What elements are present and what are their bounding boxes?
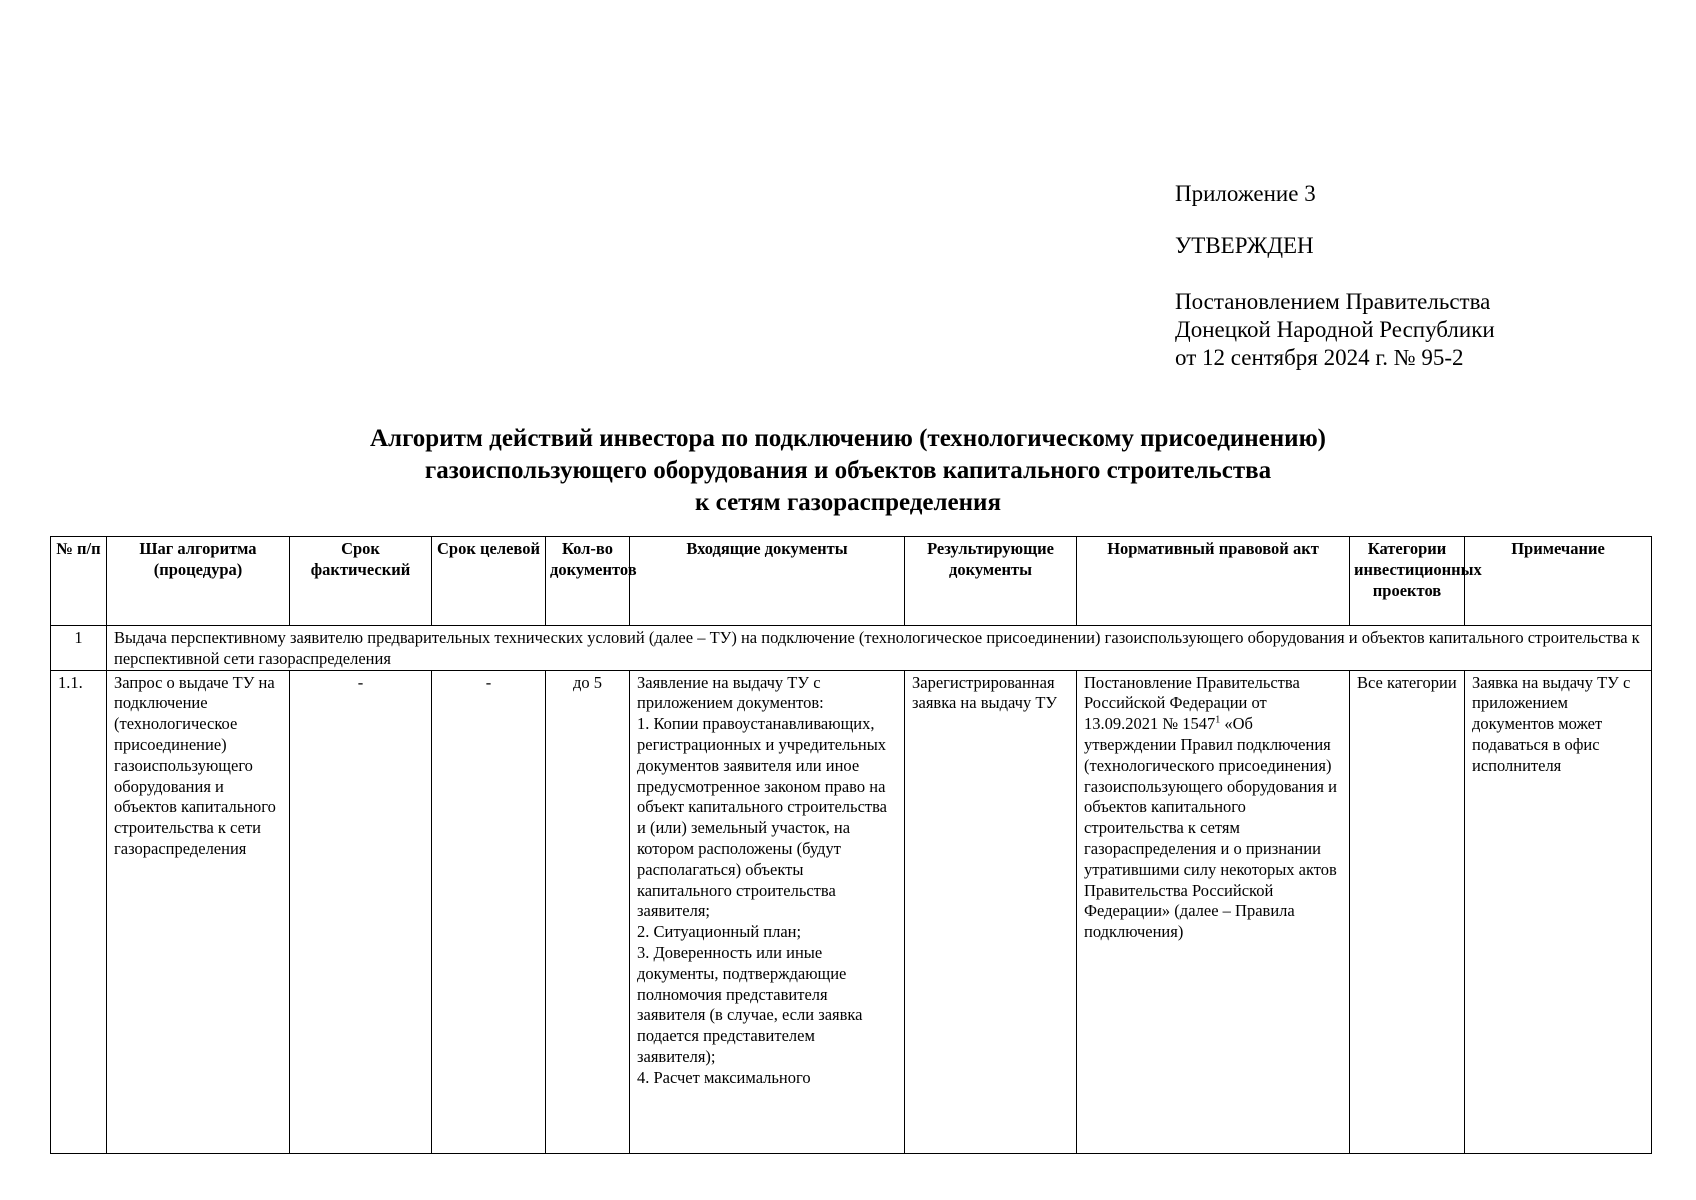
row-categories: Все категории xyxy=(1350,670,1465,1153)
header-num: № п/п xyxy=(51,537,107,626)
row-incoming-docs xyxy=(630,670,905,1153)
section-row xyxy=(51,626,1652,671)
header-categories: Категории инвестиционных проектов xyxy=(1350,537,1465,626)
row-legal-act xyxy=(1077,670,1350,1153)
approved-by-line1: Постановлением Правительства xyxy=(1175,289,1491,314)
algorithm-table xyxy=(50,536,1652,1154)
row-step: Запрос о выдаче ТУ на подключение (технологическое присоединение) газоиспользующего оборудования и объектов капитального строительства к сети газораспределения xyxy=(107,670,290,1153)
incoming-doc-item-1: 1. Копии правоустанавливающих, регистрационных и учредительных документов заявителя или иное предусмотренное законом право на объект капитального строительства и (или) земельный участок, на котором расположены (будут располагаться) объекты капитального строительства заявителя; xyxy=(637,714,887,921)
incoming-doc-item-2: 2. Ситуационный план; xyxy=(637,922,802,942)
header-incoming-docs: Входящие документы xyxy=(630,537,905,626)
row-num: 1.1. xyxy=(51,670,107,1153)
section-num: 1 xyxy=(51,626,107,671)
title-line2: газоиспользующего оборудования и объектов капитального строительства xyxy=(424,457,1272,484)
header-result-docs: Результирующие документы xyxy=(905,537,1077,626)
approved-by-line2: Донецкой Народной Республики xyxy=(1175,317,1495,342)
appendix-label: Приложение 3 xyxy=(1175,181,1316,206)
header-doc-count: Кол-во документов xyxy=(546,537,630,626)
header-step: Шаг алгоритма (процедура) xyxy=(107,537,290,626)
document-title xyxy=(0,423,1696,519)
row-doc-count: до 5 xyxy=(546,670,630,1153)
row-result-docs: Зарегистрированная заявка на выдачу ТУ xyxy=(905,670,1077,1153)
approved-by-line3: от 12 сентября 2024 г. № 95-2 xyxy=(1175,345,1464,370)
table-header-row xyxy=(51,537,1652,626)
legal-act-text-cont: «Об утверждении Правил подключения (технологического присоединения) газоиспользующего оборудования и объектов капитального строительства к сетям газораспределения и о признании утратившими силу некоторых актов Правительства Российской Федерации» (далее – Правила подключения) xyxy=(1084,714,1337,942)
header-target-term: Срок целевой xyxy=(432,537,546,626)
approved-label: УТВЕРЖДЕН xyxy=(1175,233,1314,258)
incoming-doc-intro: Заявление на выдачу ТУ с приложением документов: xyxy=(637,672,824,713)
incoming-doc-item-4: 4. Расчет максимального xyxy=(637,1067,811,1087)
title-line3: к сетям газораспределения xyxy=(695,489,1001,516)
header-note: Примечание xyxy=(1465,537,1652,626)
section-text: Выдача перспективному заявителю предварительных технических условий (далее – ТУ) на подключение (технологическое присоединении) газоиспользующего оборудования и объектов капитального строительства к перспективной сети газораспределения xyxy=(107,626,1652,671)
legal-act-text: Постановление Правительства Российской Федерации от 13.09.2021 № 1547 xyxy=(1084,672,1300,734)
row-target-term: - xyxy=(432,670,546,1153)
legal-act-footnote-mark: 1 xyxy=(1215,714,1221,726)
header-actual-term: Срок фактический xyxy=(290,537,432,626)
header-legal-act: Нормативный правовой акт xyxy=(1077,537,1350,626)
title-line1: Алгоритм действий инвестора по подключению (технологическому присоединению) xyxy=(370,425,1326,452)
incoming-doc-item-3: 3. Доверенность или иные документы, подтверждающие полномочия представителя заявителя (в случае, если заявка подается представителем заявителя); xyxy=(637,942,863,1066)
approval-block xyxy=(1175,180,1495,372)
row-actual-term: - xyxy=(290,670,432,1153)
row-note: Заявка на выдачу ТУ с приложением документов может подаваться в офис исполнителя xyxy=(1465,670,1652,1153)
table-row xyxy=(51,670,1652,1153)
